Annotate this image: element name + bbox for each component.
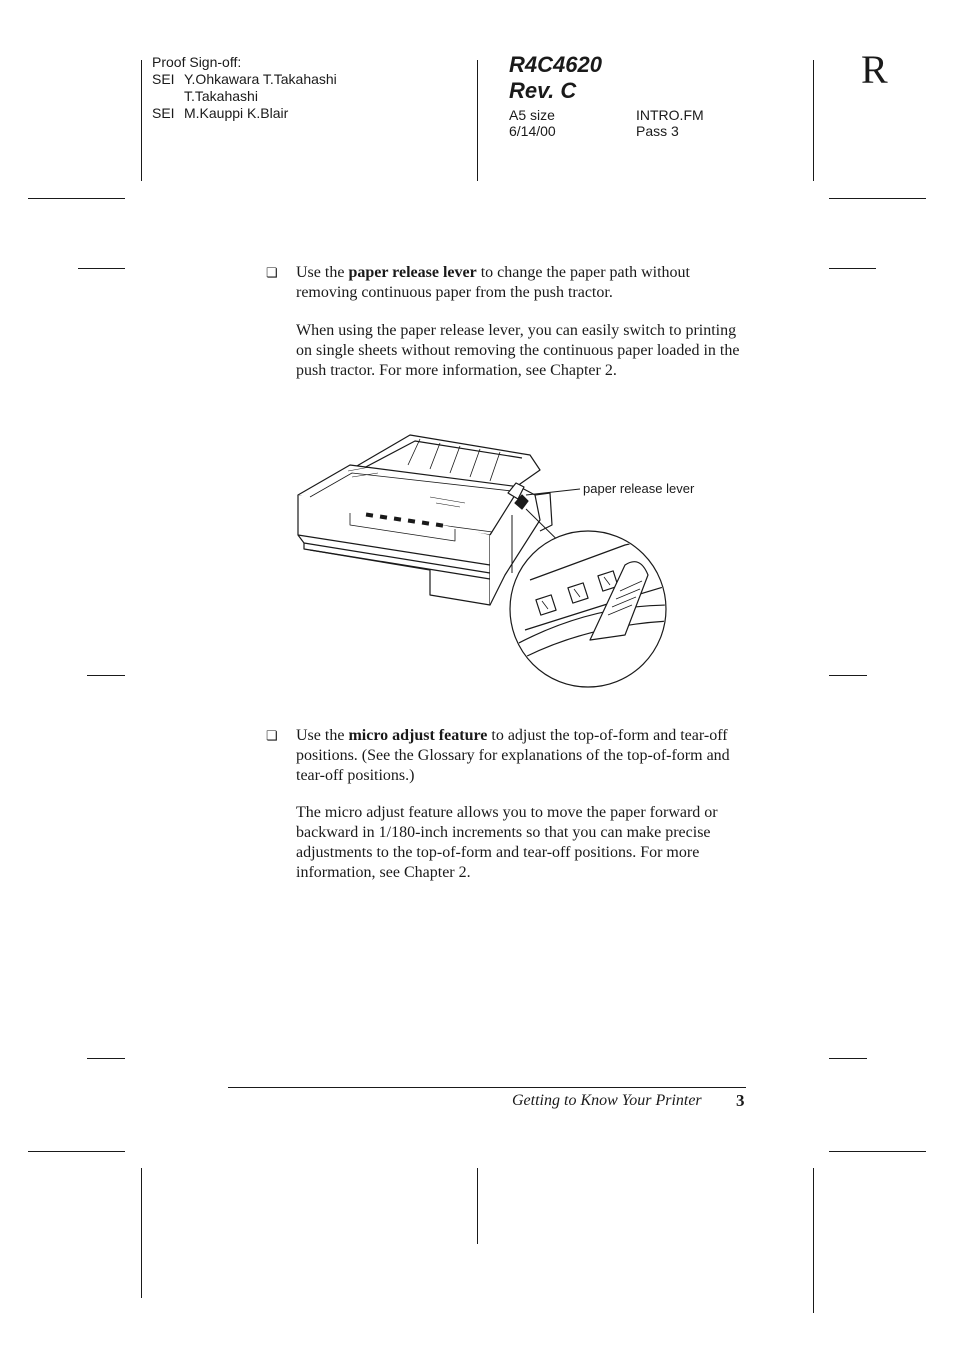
crop-mark <box>829 675 867 676</box>
crop-mark <box>28 1151 125 1152</box>
crop-mark <box>477 60 478 181</box>
crop-mark <box>477 1168 478 1244</box>
proof-signoff <box>152 54 472 122</box>
item1-post: to change the paper path without removing continuous paper from the push tractor. <box>296 264 690 301</box>
signoff-row <box>152 88 472 105</box>
crop-mark <box>141 60 142 181</box>
item2-text <box>296 726 748 786</box>
checkbox-bullet: ❏ <box>266 728 278 743</box>
chapter-title: Getting to Know Your Printer <box>512 1092 702 1109</box>
figure-callout: paper release lever <box>583 481 695 496</box>
crop-mark <box>87 675 125 676</box>
doc-file: INTRO.FM <box>636 107 704 123</box>
signoff-row <box>152 105 472 122</box>
item2-pre: Use the <box>296 727 349 744</box>
crop-mark <box>813 1168 814 1313</box>
crop-mark <box>813 60 814 181</box>
item1-term: paper release lever <box>348 264 477 281</box>
doc-revision: Rev. C <box>509 78 577 103</box>
signoff-names: T.Takahashi <box>184 88 258 104</box>
item1-text <box>296 263 748 303</box>
item1-pre: Use the <box>296 264 349 281</box>
corner-mark: R <box>861 47 888 92</box>
doc-date: 6/14/00 <box>509 123 556 139</box>
signoff-dept <box>152 88 184 105</box>
crop-mark <box>141 1168 142 1298</box>
checkbox-bullet: ❏ <box>266 265 278 280</box>
crop-mark <box>78 268 125 269</box>
item1-detail: When using the paper release lever, you can easily switch to printing on single sheets without removing the continuous paper loaded in the push tractor. For more information, see Chapter 2. <box>296 322 740 379</box>
doc-code: R4C4620 <box>509 52 602 77</box>
crop-mark <box>28 198 125 199</box>
signoff-names: M.Kauppi K.Blair <box>184 105 289 121</box>
printer-illustration <box>290 425 750 695</box>
signoff-row <box>152 71 472 88</box>
crop-mark <box>829 1058 867 1059</box>
doc-size: A5 size <box>509 107 555 123</box>
item2-term: micro adjust feature <box>348 727 488 744</box>
crop-mark <box>87 1058 125 1059</box>
crop-mark <box>829 268 876 269</box>
signoff-dept: SEI <box>152 105 175 121</box>
signoff-dept: SEI <box>152 71 175 87</box>
footer-rule <box>228 1087 746 1088</box>
doc-pass: Pass 3 <box>636 123 679 139</box>
proof-label: Proof Sign-off: <box>152 54 242 70</box>
page-number: 3 <box>736 1091 745 1110</box>
crop-mark <box>829 198 926 199</box>
crop-mark <box>829 1151 926 1152</box>
item2-post: to adjust the top-of-form and tear-off positions. (See the Glossary for explanations of the top-of-form and tear-off positions.) <box>296 727 730 784</box>
signoff-names: Y.Ohkawara T.Takahashi <box>184 71 337 87</box>
item2-detail: The micro adjust feature allows you to move the paper forward or backward in 1/180-inch increments so that you can make precise adjustments to the top-of-form and tear-off positions. For more information, see Chapter 2. <box>296 804 718 881</box>
